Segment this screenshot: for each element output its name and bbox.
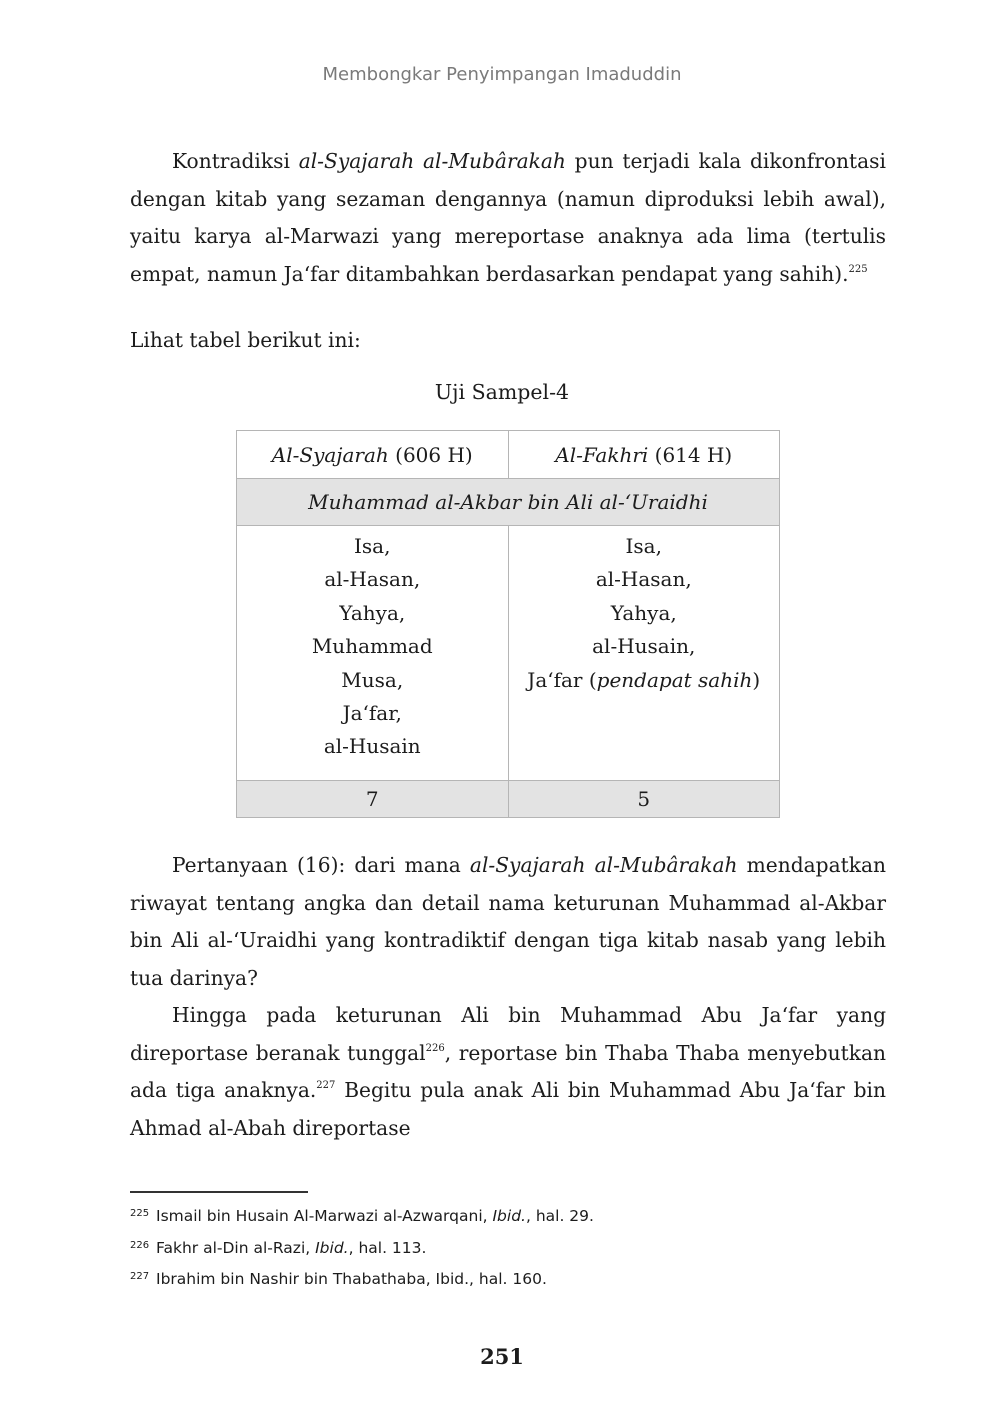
footnote-ref[interactable]: 225 — [848, 263, 868, 275]
list-item: Musa, — [341, 667, 404, 692]
col2-names — [508, 526, 780, 781]
list-item: Yahya, — [610, 600, 677, 625]
list-item: Isa, — [625, 534, 662, 558]
col2-header: Al-Fakhri (614 H) — [508, 431, 780, 479]
book-title: al-Syajarah al-Mubârakah — [298, 149, 566, 173]
footnote-ref[interactable]: 226 — [425, 1042, 445, 1054]
table-header-row — [237, 431, 780, 479]
paragraph-4: Hingga pada keturunan Ali bin Muhammad Abu Ja‘far yang direportase beranak tunggal$^{226}$, reportase bin Thaba Thaba menyebutkan ada tiga anaknya.$^{227}$ Begitu pula anak Ali bin Muhammad Abu Ja‘far bin Ahmad al-Abah direportase — [130, 1003, 886, 1140]
footnote: 227 Ibrahim bin Nashir bin Thabathaba, Ibid., hal. 160. — [130, 1270, 547, 1288]
list-item: Ja‘far (pendapat sahih) — [527, 667, 761, 692]
footnote: 226 Fakhr al-Din al-Razi, Ibid., hal. 113. — [130, 1238, 427, 1257]
names-row — [237, 526, 780, 781]
list-item: al-Hasan, — [595, 567, 692, 592]
list-item: al-Hasan, — [324, 567, 421, 592]
footnote-divider — [130, 1191, 308, 1193]
merged-row: Muhammad al-Akbar bin Ali al-‘Uraidhi — [237, 479, 780, 526]
page-number: 251 — [480, 1344, 524, 1369]
book-title: al-Syajarah al-Mubârakah — [469, 853, 738, 877]
list-item: Ja‘far, — [342, 701, 402, 726]
list-item: al-Husain, — [592, 634, 696, 659]
paragraph-2: Lihat tabel berikut ini: — [130, 328, 361, 352]
footnote-ref[interactable]: 227 — [316, 1080, 336, 1091]
paragraph-1: Kontradiksi al-Syajarah al-Mubârakah pun terjadi kala dikonfrontasi dengan kitab yang sezaman dengannya (namun diproduksi lebih awal), yaitu karya al-Marwazi yang mereportase anaknya ada lima (tertulis empat, namun Ja‘far ditambahkan berdasarkan pendapat yang sahih).$^{225}$ — [130, 149, 886, 286]
comparison-table — [236, 430, 780, 818]
footnotes — [130, 1202, 886, 1297]
table-title: Uji Sampel-4 — [434, 380, 570, 404]
col1-names — [237, 526, 509, 781]
col2-count: 5 — [508, 781, 780, 818]
count-row — [237, 781, 780, 818]
list-item: al-Husain — [323, 734, 421, 759]
list-item: Muhammad — [311, 634, 433, 659]
col1-count: 7 — [237, 781, 509, 818]
col1-header: Al-Syajarah (606 H) — [237, 431, 509, 479]
footnote: 225 Ismail bin Husain Al-Marwazi al-Azwarqani, Ibid., hal. 29. — [130, 1207, 594, 1225]
list-item: Yahya, — [339, 600, 406, 625]
paragraph-3: Pertanyaan (16): dari mana al-Syajarah al-Mubârakah mendapatkan riwayat tentang angka dan detail nama keturunan Muhammad al-Akbar bin Ali al-‘Uraidhi yang kontradiktif dengan tiga kitab nasab yang lebih tua darinya? Hingga pada keturunan Ali bin Muhammad Abu Ja‘far yang direportase beranak tunggal$^{226}$, reportase bin Thaba Thaba menyebutkan ada tiga anaknya.$^{227}$ Begitu pula anak Ali bin Muhammad Abu Ja‘far bin Ahmad al-Abah direportase — [130, 847, 886, 1147]
running-header: Membongkar Penyimpangan Imaduddin — [322, 64, 682, 85]
list-item: Isa, — [354, 534, 391, 558]
